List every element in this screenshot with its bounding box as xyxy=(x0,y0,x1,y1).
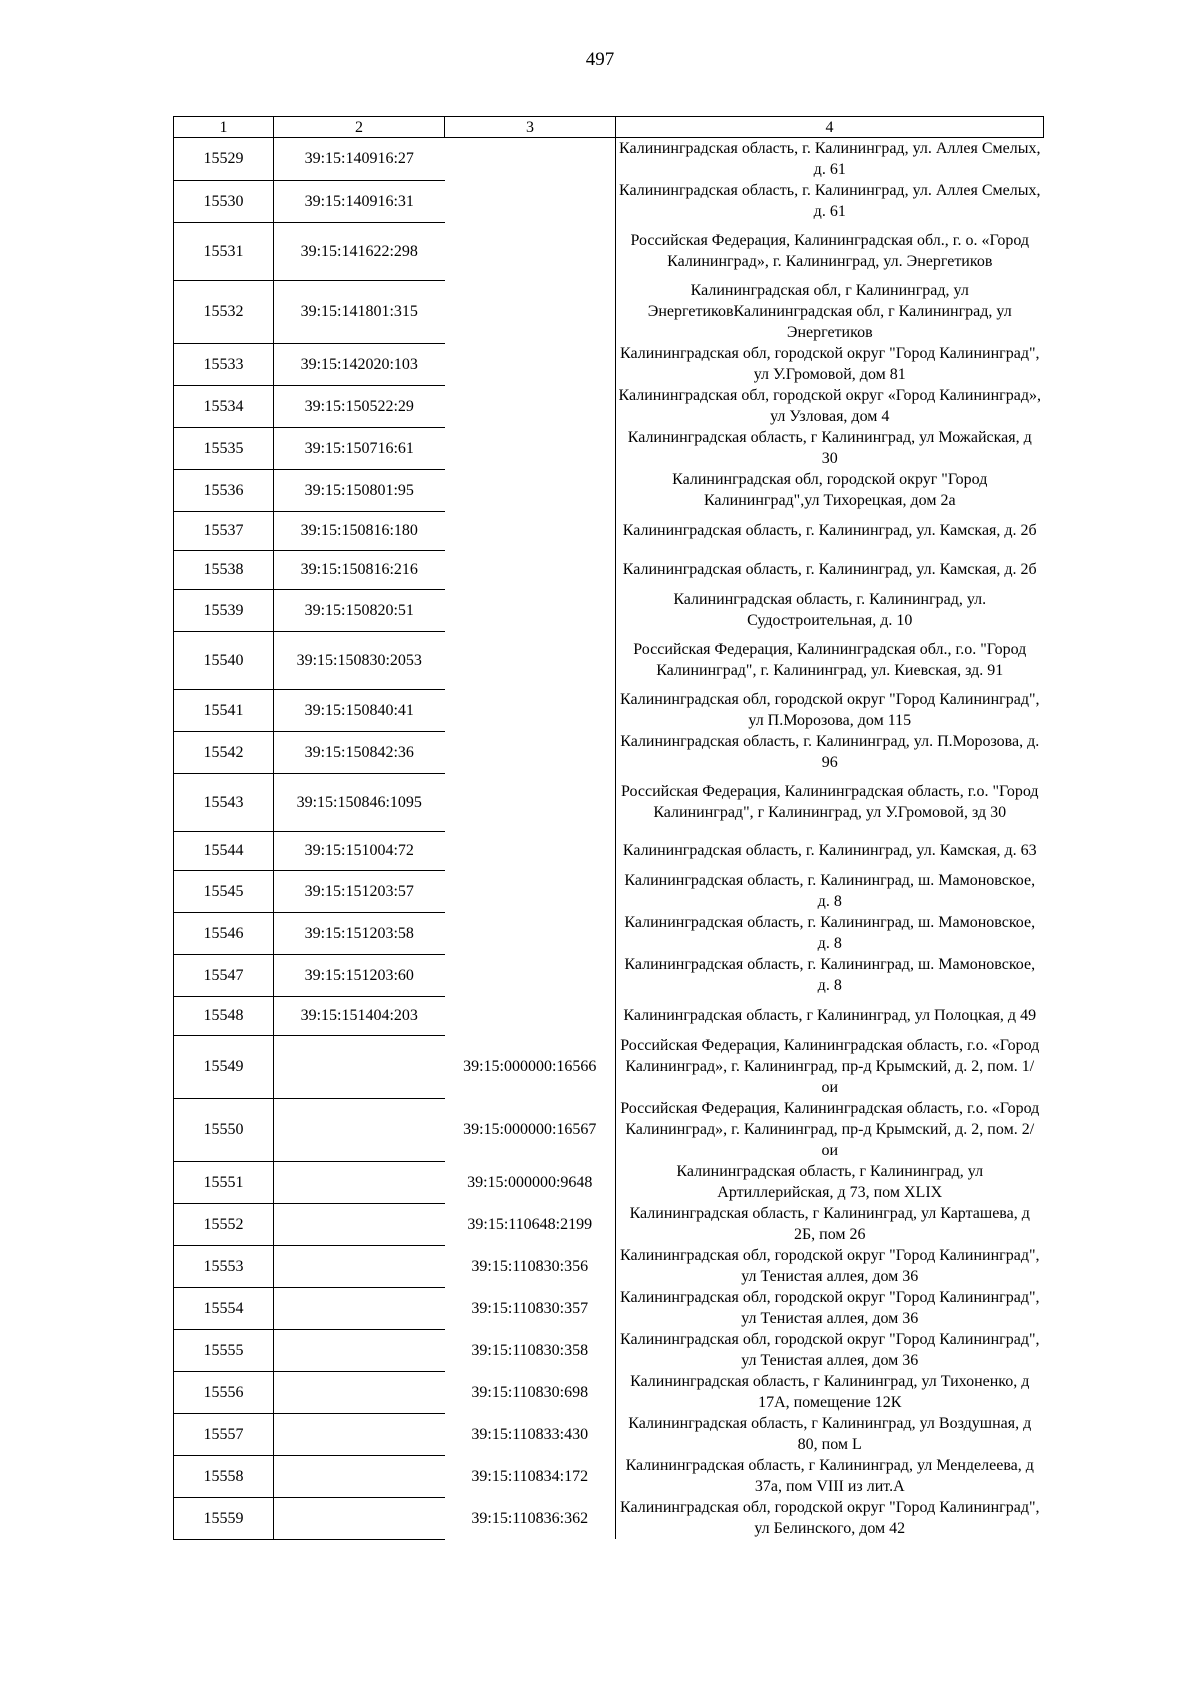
premises-cadastral-number-cell xyxy=(445,996,616,1035)
row-number-cell: 15539 xyxy=(174,589,274,631)
table-row xyxy=(174,385,1044,427)
cadastral-number-cell xyxy=(274,1161,445,1203)
address-cell: Российская Федерация, Калининградская обл., г.о. "Город Калининград", г. Калининград, ул. Киевская, зд. 91 xyxy=(633,641,1027,679)
address-cell: Калининградская область, г Калининград, ул Воздушная, д 80, пом L xyxy=(628,1415,1032,1453)
table-row xyxy=(174,180,1044,222)
row-number-cell: 15540 xyxy=(174,631,274,689)
table-row xyxy=(174,870,1044,912)
premises-cadastral-number-cell xyxy=(445,689,616,731)
cadastral-number-cell: 39:15:150846:1095 xyxy=(274,773,445,831)
premises-cadastral-number-cell: 39:15:110830:357 xyxy=(445,1287,616,1329)
row-number-cell: 15545 xyxy=(174,870,274,912)
address-cell: Российская Федерация, Калининградская область, г.о. «Город Калининград», г. Калининград, пр-д Крымский, д. 2, пом. 1/ои xyxy=(620,1037,1040,1096)
row-number-cell: 15549 xyxy=(174,1035,274,1098)
address-cell: Калининградская область, г. Калининград, ш. Мамоновское, д. 8 xyxy=(624,872,1036,910)
cadastral-number-cell: 39:15:151404:203 xyxy=(274,996,445,1035)
premises-cadastral-number-cell xyxy=(445,773,616,831)
table-row xyxy=(174,1245,1044,1287)
row-number-cell: 15537 xyxy=(174,511,274,550)
premises-cadastral-number-cell: 39:15:110836:362 xyxy=(445,1497,616,1539)
premises-cadastral-number-cell xyxy=(445,550,616,589)
table-row xyxy=(174,280,1044,343)
table-row xyxy=(174,427,1044,469)
cadastral-number-cell: 39:15:151203:57 xyxy=(274,870,445,912)
address-cell: Калининградская обл, городской округ "Город Калининград", ул У.Громовой, дом 81 xyxy=(620,345,1040,383)
premises-cadastral-number-cell xyxy=(445,180,616,222)
cadastral-number-cell: 39:15:150716:61 xyxy=(274,427,445,469)
table-row xyxy=(174,1497,1044,1539)
address-cell: Калининградская обл, городской округ "Город Калининград",ул Тихорецкая, дом 2а xyxy=(672,471,988,509)
table-row xyxy=(174,996,1044,1035)
address-cell: Российская Федерация, Калининградская область, г.о. "Город Калининград", г Калининград, ул У.Громовой, зд 30 xyxy=(620,783,1039,821)
cadastral-number-cell xyxy=(274,1203,445,1245)
table-header xyxy=(174,117,1044,138)
cadastral-number-cell xyxy=(274,1413,445,1455)
premises-cadastral-number-cell: 39:15:110834:172 xyxy=(445,1455,616,1497)
premises-cadastral-number-cell xyxy=(445,954,616,996)
premises-cadastral-number-cell: 39:15:110648:2199 xyxy=(445,1203,616,1245)
table-row xyxy=(174,954,1044,996)
row-number-cell: 15552 xyxy=(174,1203,274,1245)
row-number-cell: 15530 xyxy=(174,180,274,222)
premises-cadastral-number-cell xyxy=(445,731,616,773)
premises-cadastral-number-cell: 39:15:110833:430 xyxy=(445,1413,616,1455)
premises-cadastral-number-cell xyxy=(445,138,616,181)
address-cell: Калининградская область, г Калининград, ул Артиллерийская, д 73, пом XLIX xyxy=(676,1163,984,1201)
premises-cadastral-number-cell: 39:15:000000:9648 xyxy=(445,1161,616,1203)
row-number-cell: 15554 xyxy=(174,1287,274,1329)
premises-cadastral-number-cell xyxy=(445,222,616,280)
table-row xyxy=(174,343,1044,385)
cadastral-number-cell: 39:15:151004:72 xyxy=(274,831,445,870)
header-col-4: 4 xyxy=(616,117,1044,138)
header-col-1: 1 xyxy=(174,117,274,138)
row-number-cell: 15550 xyxy=(174,1098,274,1161)
cadastral-number-cell xyxy=(274,1245,445,1287)
table-row xyxy=(174,1455,1044,1497)
cadastral-number-cell: 39:15:150522:29 xyxy=(274,385,445,427)
row-number-cell: 15555 xyxy=(174,1329,274,1371)
cadastral-number-cell xyxy=(274,1497,445,1539)
page-number: 497 xyxy=(585,49,615,70)
row-number-cell: 15534 xyxy=(174,385,274,427)
header-col-3: 3 xyxy=(445,117,616,138)
row-number-cell: 15547 xyxy=(174,954,274,996)
cadastral-number-cell: 39:15:140916:31 xyxy=(274,180,445,222)
premises-cadastral-number-cell xyxy=(445,831,616,870)
address-cell: Калининградская область, г. Калининград, ул. Аллея Смелых, д. 61 xyxy=(619,182,1041,220)
cadastral-number-cell xyxy=(274,1287,445,1329)
premises-cadastral-number-cell xyxy=(445,427,616,469)
cadastral-number-cell xyxy=(274,1098,445,1161)
address-cell: Калининградская область, г. Калининград, ул. Аллея Смелых, д. 61 xyxy=(619,140,1041,178)
table-row xyxy=(174,689,1044,731)
premises-cadastral-number-cell: 39:15:000000:16566 xyxy=(445,1035,616,1098)
cadastral-number-cell: 39:15:150816:180 xyxy=(274,511,445,550)
address-cell: Калининградская обл, городской округ "Город Калининград", ул Белинского, дом 42 xyxy=(620,1499,1040,1537)
table-row xyxy=(174,511,1044,550)
cadastral-number-cell xyxy=(274,1329,445,1371)
row-number-cell: 15559 xyxy=(174,1497,274,1539)
table-row xyxy=(174,1413,1044,1455)
address-cell: Калининградская область, г Калининград, ул Карташева, д 2Б, пом 26 xyxy=(629,1205,1030,1243)
address-cell: Калининградская область, г. Калининград, ул. Камская, д. 2б xyxy=(622,522,1037,539)
table-row xyxy=(174,1329,1044,1371)
table-row xyxy=(174,1161,1044,1203)
header-row xyxy=(174,117,1044,138)
premises-cadastral-number-cell: 39:15:110830:698 xyxy=(445,1371,616,1413)
cadastral-number-cell: 39:15:141622:298 xyxy=(274,222,445,280)
row-number-cell: 15536 xyxy=(174,469,274,511)
row-number-cell: 15546 xyxy=(174,912,274,954)
row-number-cell: 15558 xyxy=(174,1455,274,1497)
row-number-cell: 15551 xyxy=(174,1161,274,1203)
address-cell: Калининградская область, г. Калининград, ул. П.Морозова, д. 96 xyxy=(620,733,1040,771)
address-cell: Калининградская область, г Калининград, ул Менделеева, д 37а, пом VIII из лит.А xyxy=(625,1457,1034,1495)
cadastral-number-cell xyxy=(274,1455,445,1497)
row-number-cell: 15535 xyxy=(174,427,274,469)
premises-cadastral-number-cell xyxy=(445,280,616,343)
address-cell: Калининградская область, г Калининград, ул Тихоненко, д 17А, помещение 12К xyxy=(630,1373,1030,1411)
premises-cadastral-number-cell: 39:15:110830:356 xyxy=(445,1245,616,1287)
row-number-cell: 15556 xyxy=(174,1371,274,1413)
table-row xyxy=(174,1371,1044,1413)
premises-cadastral-number-cell xyxy=(445,912,616,954)
cadastral-number-cell: 39:15:150842:36 xyxy=(274,731,445,773)
row-number-cell: 15531 xyxy=(174,222,274,280)
row-number-cell: 15553 xyxy=(174,1245,274,1287)
table-row xyxy=(174,469,1044,511)
table-row xyxy=(174,831,1044,870)
table-row xyxy=(174,1098,1044,1161)
cadastral-number-cell xyxy=(274,1371,445,1413)
premises-cadastral-number-cell xyxy=(445,469,616,511)
table-row xyxy=(174,589,1044,631)
cadastral-number-cell: 39:15:150816:216 xyxy=(274,550,445,589)
cadastral-number-cell: 39:15:150840:41 xyxy=(274,689,445,731)
row-number-cell: 15542 xyxy=(174,731,274,773)
cadastral-number-cell: 39:15:151203:60 xyxy=(274,954,445,996)
table-row xyxy=(174,222,1044,280)
table-row xyxy=(174,912,1044,954)
table-row xyxy=(174,550,1044,589)
table-row xyxy=(174,138,1044,181)
address-cell: Калининградская область, г. Калининград, ул. Камская, д. 2б xyxy=(622,561,1037,578)
premises-cadastral-number-cell xyxy=(445,511,616,550)
row-number-cell: 15541 xyxy=(174,689,274,731)
cadastral-number-cell: 39:15:150820:51 xyxy=(274,589,445,631)
row-number-cell: 15557 xyxy=(174,1413,274,1455)
premises-cadastral-number-cell xyxy=(445,385,616,427)
cadastral-number-cell: 39:15:150830:2053 xyxy=(274,631,445,689)
table-row xyxy=(174,1035,1044,1098)
cadastral-number-cell: 39:15:150801:95 xyxy=(274,469,445,511)
premises-cadastral-number-cell: 39:15:000000:16567 xyxy=(445,1098,616,1161)
address-cell: Калининградская обл, городской округ "Город Калининград", ул Тенистая аллея, дом 36 xyxy=(620,1331,1040,1369)
row-number-cell: 15543 xyxy=(174,773,274,831)
address-cell: Калининградская область, г Калининград, ул Можайская, д 30 xyxy=(627,429,1032,467)
row-number-cell: 15548 xyxy=(174,996,274,1035)
cadastral-number-cell: 39:15:142020:103 xyxy=(274,343,445,385)
cadastral-number-cell: 39:15:151203:58 xyxy=(274,912,445,954)
row-number-cell: 15532 xyxy=(174,280,274,343)
cadastral-number-cell: 39:15:140916:27 xyxy=(274,138,445,181)
address-cell: Калининградская обл, городской округ "Город Калининград", ул П.Морозова, дом 115 xyxy=(620,691,1040,729)
address-cell: Калининградская область, г. Калининград, ул. Судостроительная, д. 10 xyxy=(673,591,987,629)
header-col-2: 2 xyxy=(274,117,445,138)
premises-cadastral-number-cell: 39:15:110830:358 xyxy=(445,1329,616,1371)
table-row xyxy=(174,1287,1044,1329)
premises-cadastral-number-cell xyxy=(445,343,616,385)
address-cell: Калининградская обл, городской округ "Город Калининград", ул Тенистая аллея, дом 36 xyxy=(620,1247,1040,1285)
address-cell: Калининградская обл, г Калининград, ул ЭнергетиковКалининградская обл, г Калининград, ул Энергетиков xyxy=(647,282,1012,341)
cadastral-register-table xyxy=(173,116,1044,1540)
address-cell: Калининградская область, г. Калининград, ул. Камская, д. 63 xyxy=(622,842,1037,859)
table-row xyxy=(174,731,1044,773)
premises-cadastral-number-cell xyxy=(445,589,616,631)
cadastral-number-cell: 39:15:141801:315 xyxy=(274,280,445,343)
table-row xyxy=(174,631,1044,689)
address-cell: Российская Федерация, Калининградская обл., г. о. «Город Калининград», г. Калининград, ул. Энергетиков xyxy=(630,232,1030,270)
address-cell: Российская Федерация, Калининградская область, г.о. «Город Калининград», г. Калининград, пр-д Крымский, д. 2, пом. 2/ои xyxy=(620,1100,1040,1159)
table-row xyxy=(174,773,1044,831)
premises-cadastral-number-cell xyxy=(445,631,616,689)
table-row xyxy=(174,1203,1044,1245)
row-number-cell: 15544 xyxy=(174,831,274,870)
address-cell: Калининградская обл, городской округ "Город Калининград", ул Тенистая аллея, дом 36 xyxy=(620,1289,1040,1327)
cadastral-number-cell xyxy=(274,1035,445,1098)
row-number-cell: 15533 xyxy=(174,343,274,385)
address-cell: Калининградская область, г Калининград, ул Полоцкая, д 49 xyxy=(623,1007,1037,1024)
row-number-cell: 15538 xyxy=(174,550,274,589)
address-cell: Калининградская область, г. Калининград, ш. Мамоновское, д. 8 xyxy=(624,914,1036,952)
premises-cadastral-number-cell xyxy=(445,870,616,912)
row-number-cell: 15529 xyxy=(174,138,274,181)
address-cell: Калининградская область, г. Калининград, ш. Мамоновское, д. 8 xyxy=(624,956,1036,994)
address-cell: Калининградская обл, городской округ «Город Калининград», ул Узловая, дом 4 xyxy=(618,387,1041,425)
table-body xyxy=(174,138,1044,1540)
